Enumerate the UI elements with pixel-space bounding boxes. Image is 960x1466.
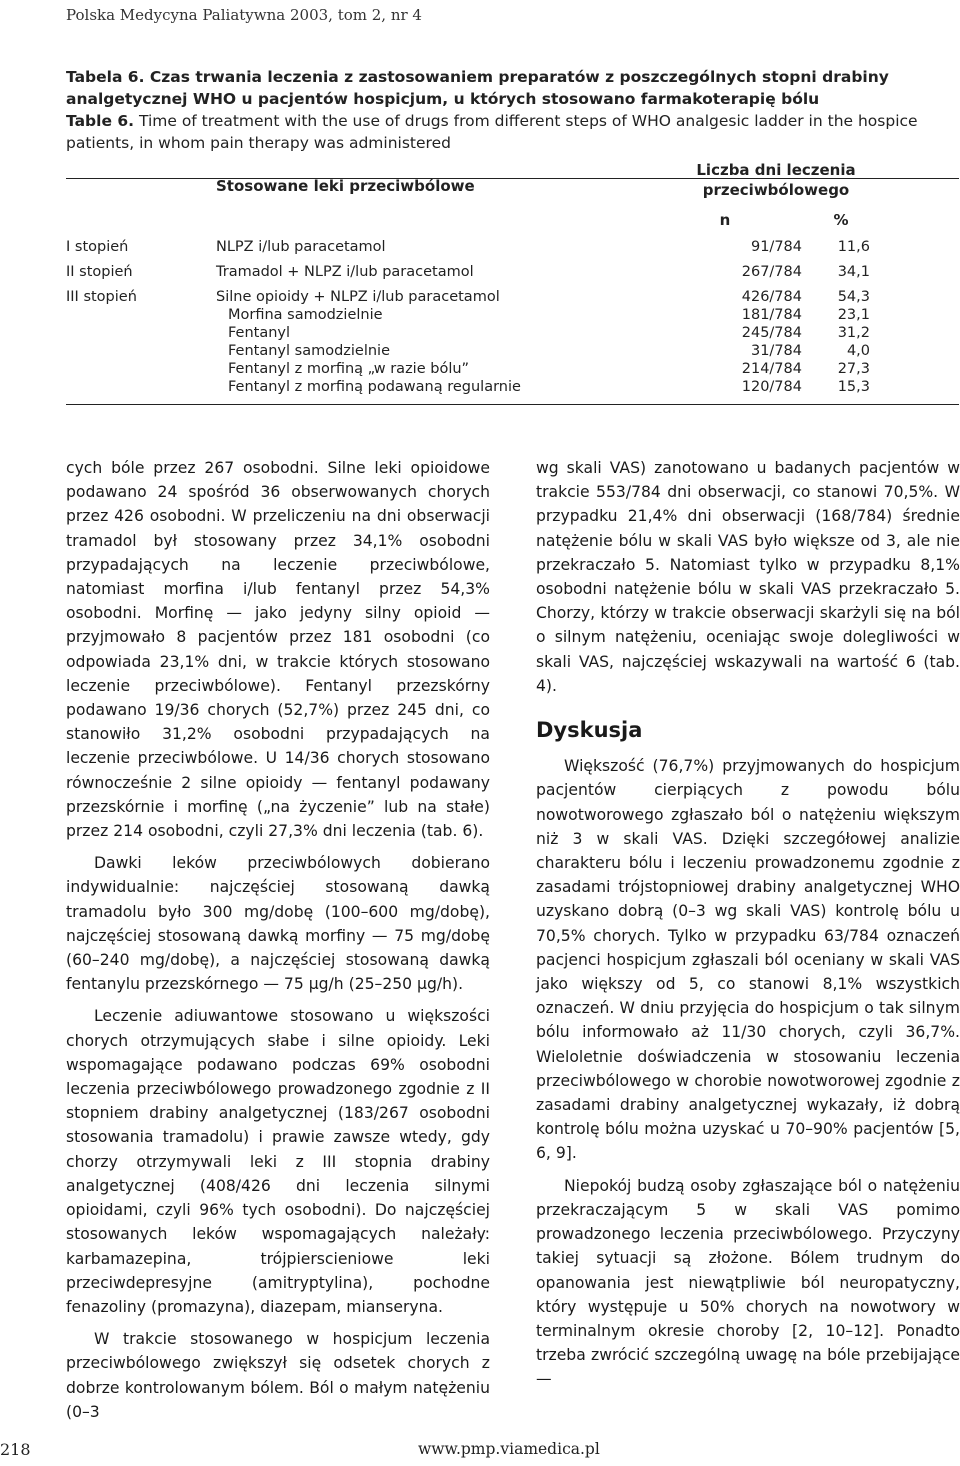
row-pct: 31,2: [837, 325, 870, 341]
row-pct: 34,1: [837, 264, 870, 280]
section-heading: Dyskusja: [536, 718, 643, 743]
row-pct: 15,3: [837, 379, 870, 395]
header-days-line2: przeciwbólowego: [702, 181, 850, 199]
row-drug: Fentanyl samodzielnie: [228, 343, 391, 359]
body-paragraph: W trakcie stosowanego w hospicjum leczenia przeciwbólowego zwiększył się odsetek chorych z dobrze kontrolowanym bólem. Ból o małym natężeniu (0–3: [66, 1330, 490, 1421]
row-pct: 4,0: [846, 343, 870, 359]
body-paragraph: Dawki leków przeciwbólowych dobierano indywidualnie: najczęściej stosowaną dawką tramadolu było 300 mg/dobę (100–600 mg/dobę), najczęściej stosowaną dawką morfiny — 75 mg/dobę (60–240 mg/dobę), a najczęściej stosowaną dawką fentanylu przezskórnego — 75 μg/h (25–250 μg/h).: [66, 854, 490, 994]
row-drug: Fentanyl z morfiną „w razie bólu”: [228, 361, 470, 377]
header-drugs: Stosowane leki przeciwbólowe: [216, 177, 475, 195]
row-n: 214/784: [741, 361, 802, 377]
body-paragraph: Leczenie adiuwantowe stosowano u większości chorych otrzymujących słabe i silne opioidy. Leki wspomagające podawano podczas 69% osobodni leczenia przeciwbólowego prowadzonego zgodnie z II stopniem drabiny analgetycznej (183/267 osobodni stosowania tramadolu) i prawie zawsze wtedy, gdy chorzy otrzymywali leki z III stopnia drabiny analgetycznej (408/426 dni leczenia silnymi opioidami, czyli 96% tych osobodni). Do najczęściej stosowanych leków wspomagających należały: karbamazepina, trójpierscieniowe leki przeciwdepresyjne (amitryptylina), pochodne fenazoliny (promazyna), diazepam, mianseryna.: [66, 1007, 490, 1316]
table-rule-bottom: [66, 404, 959, 405]
header-n: n: [719, 211, 731, 229]
row-n: 267/784: [741, 264, 802, 280]
row-n: 181/784: [741, 307, 802, 323]
row-pct: 23,1: [837, 307, 870, 323]
right-column: [536, 456, 960, 1392]
caption-english-label: Table 6.: [66, 112, 135, 130]
row-n: 31/784: [750, 343, 802, 359]
row-pct: 27,3: [837, 361, 870, 377]
header-days-line1: Liczba dni leczenia: [696, 161, 856, 179]
row-drug: Fentanyl z morfiną podawaną regularnie: [228, 379, 521, 395]
row-pct: 54,3: [837, 289, 870, 305]
left-column: [66, 456, 490, 1424]
row-n: 120/784: [741, 379, 802, 395]
row-drug: Tramadol + NLPZ i/lub paracetamol: [216, 264, 474, 280]
row-step: I stopień: [66, 239, 129, 255]
body-paragraph: Niepokój budzą osoby zgłaszające ból o natężeniu przekraczającym 5 w skali VAS pomimo prowadzonego leczenia przeciwbólowego. Przyczyny takiej sytuacji są złożone. Bólem trudnym do opanowania jest niewątpliwie ból neuropatyczny, który występuje u 50% chorych na nowotwory w terminalnym okresie choroby [2, 10–12]. Ponadto trzeba zwrócić szczególną uwagę na bóle przebijające —: [536, 1176, 960, 1389]
caption-english-text: Time of treatment with the use of drugs from different steps of WHO analgesic ladder in the hospice patients, in whom pain therapy was administered: [66, 112, 918, 152]
row-drug: Fentanyl: [228, 325, 291, 341]
row-pct: 11,6: [837, 239, 870, 255]
running-head: Polska Medycyna Paliatywna 2003, tom 2, nr 4: [66, 6, 422, 24]
row-step: II stopień: [66, 264, 133, 280]
body-paragraph: Większość (76,7%) przyjmowanych do hospicjum pacjentów cierpiących z powodu bólu nowotworowego zgłaszało ból o natężeniu większym niż 3 w skali VAS. Dzięki szczegółowej analizie charakteru bólu i leczeniu prowadzonemu zgodnie z zasadami trójstopniowej drabiny analgetycznej WHO uzyskano dobrą (0–3 wg skali VAS) kontrolę bólu u 70,5% chorych. Tylko w przypadku 63/784 oznaczeń pacjenci hospicjum zgłaszali ból oceniany w skali VAS jako większy od 5, co stanowi 8,1% wszystkich oznaczeń. W dniu przyjęcia do hospicjum o tak silnym bólu informowało aż 11/30 chorych, czyli 36,7%. Wieloletnie doświadczenia w stosowaniu leczenia przeciwbólowego w chorobie nowotworowej zgodnie z zasadami drabiny analgetycznej wykazały, iż dobrą kontrolę bólu można uzyskać u 70–90% pacjentów [5, 6, 9].: [536, 757, 960, 1163]
row-n: 91/784: [750, 239, 802, 255]
caption-polish: Tabela 6. Czas trwania leczenia z zastosowaniem preparatów z poszczególnych stopni drabiny analgetycznej WHO u pacjentów hospicjum, u których stosowano farmakoterapię bólu: [66, 68, 889, 108]
header-pct: %: [833, 211, 849, 229]
page-number: 218: [0, 1440, 31, 1459]
row-n: 245/784: [741, 325, 802, 341]
footer-url: www.pmp.viamedica.pl: [418, 1440, 600, 1458]
row-step: III stopień: [66, 289, 137, 305]
row-drug: Morfina samodzielnie: [228, 307, 383, 323]
body-paragraph: wg skali VAS) zanotowano u badanych pacjentów w trakcie 553/784 dni obserwacji, co stanowi 70,5%. W przypadku 21,4% dni obserwacji (168/784) średnie natężenie bólu w skali VAS było większe od 3, ale nie przekraczało 5. Natomiast tylko w przypadku 8,1% osobodni natężenie bólu w skali VAS przekraczało 5. Chorzy, którzy w trakcie obserwacji skarżyli się na ból o silnym natężeniu, oceniając swoje dolegliwości w skali VAS, najczęściej wskazywali na wartość 6 (tab. 4).: [536, 459, 960, 695]
row-drug: Silne opioidy + NLPZ i/lub paracetamol: [216, 289, 500, 305]
row-drug: NLPZ i/lub paracetamol: [216, 239, 386, 255]
table-caption: [66, 66, 926, 154]
caption-english: [66, 110, 926, 154]
header-days: [666, 160, 886, 200]
body-paragraph: cych bóle przez 267 osobodni. Silne leki opioidowe podawano 24 spośród 36 obserwowanych chorych przez 426 osobodni. W przeliczeniu na dni obserwacji tramadol był stosowany przez 34,1% osobodni przypadających na leczenie przeciwbólowe, natomiast morfina i/lub fentanyl przez 54,3% osobodni. Morfinę — jako jedyny silny opioid — przyjmowało 8 pacjentów przez 181 osobodni (co odpowiada 23,1% dni, w trakcie których stosowano leczenie przeciwbólowe). Fentanyl przezskórny podawano 19/36 chorych (52,7%) przez 245 dni, co stanowiło 31,2% osobodni przypadających na leczenie przeciwbólowe. U 14/36 chorych stosowano równocześnie 2 silne opioidy — fentanyl podawany przezskórnie i morfinę („na życzenie” lub na stałe) przez 214 osobodni, czyli 27,3% dni leczenia (tab. 6).: [66, 459, 490, 841]
row-n: 426/784: [741, 289, 802, 305]
